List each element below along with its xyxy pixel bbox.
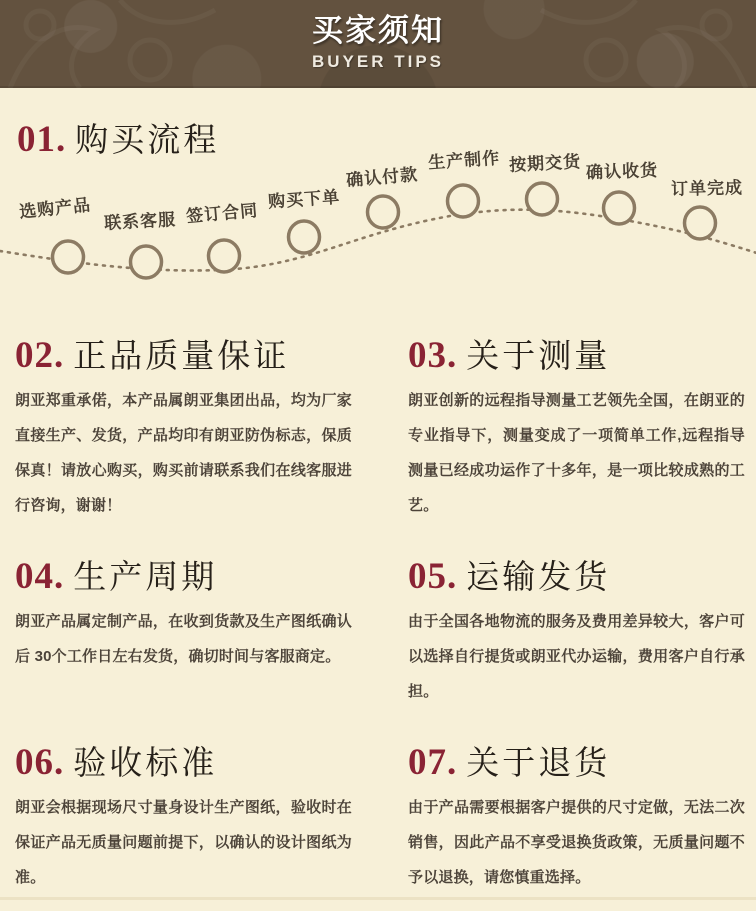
step-circle <box>448 185 479 217</box>
flow-step-label: 确认收货 <box>585 160 659 183</box>
step-circle <box>685 207 716 239</box>
card-heading <box>15 551 352 598</box>
step-circle <box>527 183 558 215</box>
step-circle <box>209 240 240 272</box>
card-title: 验收标准 <box>73 746 218 782</box>
card-number: 07. <box>408 742 458 783</box>
flow-step-label: 按期交货 <box>508 152 582 175</box>
flow-step-label: 购买下单 <box>267 187 341 212</box>
card-body: 朗亚郑重承偌，本产品属朗亚集团出品，均为厂家直接生产、发货，产品均印有朗亚防伪标志，保质保真！请放心购买，购买前请联系我们在线客服进行咨询，谢谢！ <box>15 392 352 514</box>
flow-step-label: 订单完成 <box>670 178 744 199</box>
flow-step-label: 生产制作 <box>427 148 501 173</box>
card-title: 运输发货 <box>466 560 611 596</box>
damask-ornament-icon <box>536 0 756 88</box>
step-circle <box>368 196 399 228</box>
card-body: 朗亚产品属定制产品，在收到货款及生产图纸确认后 30个工作日左右发货，确切时间与客服商定。 <box>15 613 352 665</box>
card-body: 由于产品需要根据客户提供的尺寸定做，无法二次销售，因此产品不享受退换货政策，无质量问题不予以退换，请您慎重选择。 <box>408 799 745 886</box>
flow-step-label: 选购产品 <box>18 195 93 222</box>
card-title: 正品质量保证 <box>73 339 290 375</box>
page-header <box>0 0 756 88</box>
card-production-cycle <box>15 539 352 709</box>
card-body: 由于全国各地物流的服务及费用差异较大，客户可以选择自行提货或朗亚代办运输，费用客户自行承担。 <box>408 613 745 700</box>
card-number: 03. <box>408 335 458 376</box>
card-number: 06. <box>15 742 65 783</box>
flow-title: 购买流程 <box>75 123 220 159</box>
info-cards-grid <box>0 318 756 911</box>
card-number: 05. <box>408 556 458 597</box>
card-title: 关于退货 <box>466 746 611 782</box>
step-circle <box>131 246 162 278</box>
page-subtitle: BUYER TIPS <box>311 52 445 71</box>
flow-wave-diagram <box>0 88 756 318</box>
card-heading <box>408 551 745 598</box>
damask-ornament-icon <box>0 0 220 88</box>
step-circle <box>53 241 84 273</box>
card-about-measurement <box>408 318 745 523</box>
card-heading <box>408 737 745 784</box>
flow-number: 01. <box>17 119 67 160</box>
card-heading <box>408 330 745 377</box>
card-shipping <box>408 539 745 709</box>
card-number: 04. <box>15 556 65 597</box>
card-body: 朗亚创新的远程指导测量工艺领先全国，在朗亚的专业指导下，测量变成了一项简单工作,远程指导测量已经成功运作了十多年，是一项比较成熟的工艺。 <box>408 392 745 514</box>
step-circle <box>289 221 320 253</box>
card-title: 生产周期 <box>73 560 218 596</box>
page-title: 买家须知 <box>312 13 444 48</box>
flow-step-label: 联系客服 <box>103 210 177 233</box>
card-number: 02. <box>15 335 65 376</box>
flow-step-label: 确认付款 <box>345 164 419 191</box>
step-circle <box>604 192 635 224</box>
card-acceptance-standard <box>15 725 352 895</box>
card-body: 朗亚会根据现场尺寸量身设计生产图纸，验收时在保证产品无质量问题前提下，以确认的设计图纸为准。 <box>15 799 352 886</box>
flow-step-label: 签订合同 <box>185 200 259 227</box>
card-heading <box>15 330 352 377</box>
purchase-flow-section <box>0 88 756 318</box>
card-heading <box>15 737 352 784</box>
card-quality-guarantee <box>15 318 352 523</box>
card-title: 关于测量 <box>466 339 611 375</box>
card-returns-policy <box>408 725 745 895</box>
